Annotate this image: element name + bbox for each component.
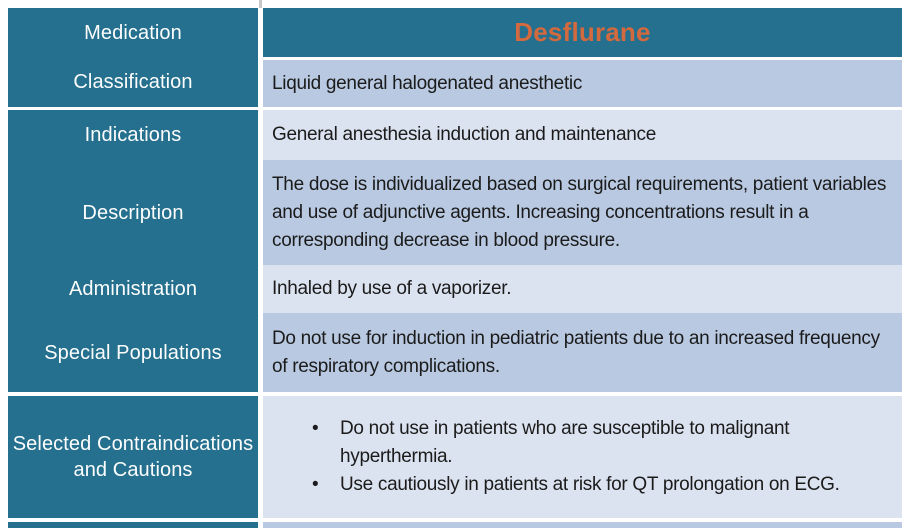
bullet-icon: • xyxy=(312,474,319,495)
drug-name-text: Desflurane xyxy=(514,17,651,47)
next-row-value-cell-partial xyxy=(263,522,902,528)
cropped-border-tick xyxy=(259,0,262,8)
contraindications-bullet-list xyxy=(263,415,866,499)
header-block-medication-classification xyxy=(8,8,258,107)
medication-table xyxy=(8,8,902,528)
bullet-item-text: Do not use in patients who are susceptible to malignant hyperthermia. xyxy=(340,418,790,467)
description-value-text: The dose is individualized based on surgical requirements, patient variables and use of adjunctive agents. Increasing concentrations result in a corresponding decrease in blood pressure. xyxy=(272,173,887,251)
header-block-next-row-partial xyxy=(8,522,258,528)
row-label-administration: Administration xyxy=(68,278,198,300)
classification-value-cell xyxy=(263,60,902,107)
administration-value-text: Inhaled by use of a vaporizer. xyxy=(272,278,512,299)
header-block-contraindications xyxy=(8,396,258,518)
row-label-contraindications: Selected Contraindications and Cautions xyxy=(12,433,254,481)
bullet-item-qt-prolongation xyxy=(310,471,866,499)
special-populations-value-text: Do not use for induction in pediatric patients due to an increased frequency of respiratory complications. xyxy=(272,327,880,377)
classification-value-text: Liquid general halogenated anesthetic xyxy=(272,72,583,94)
contraindications-value-cell xyxy=(263,396,902,518)
drug-name-cell xyxy=(263,8,902,57)
row-label-special-populations: Special Populations xyxy=(44,341,222,364)
bullet-item-text: Use cautiously in patients at risk for QT prolongation on ECG. xyxy=(340,474,840,495)
table-value-column xyxy=(263,8,902,528)
description-value-cell xyxy=(263,160,902,265)
bullet-item-malignant-hyperthermia xyxy=(310,415,866,471)
row-label-indications: Indications xyxy=(84,124,182,146)
row-label-medication: Medication xyxy=(84,21,182,44)
indications-value-text: General anesthesia induction and maintenance xyxy=(272,124,656,145)
table-header-column xyxy=(8,8,258,528)
special-populations-value-cell xyxy=(263,313,902,392)
header-block-middle xyxy=(8,110,258,392)
administration-value-cell xyxy=(263,265,902,313)
indications-value-cell xyxy=(263,110,902,160)
row-label-classification: Classification xyxy=(73,71,193,93)
row-label-description: Description xyxy=(82,201,184,224)
bullet-icon: • xyxy=(312,418,319,439)
